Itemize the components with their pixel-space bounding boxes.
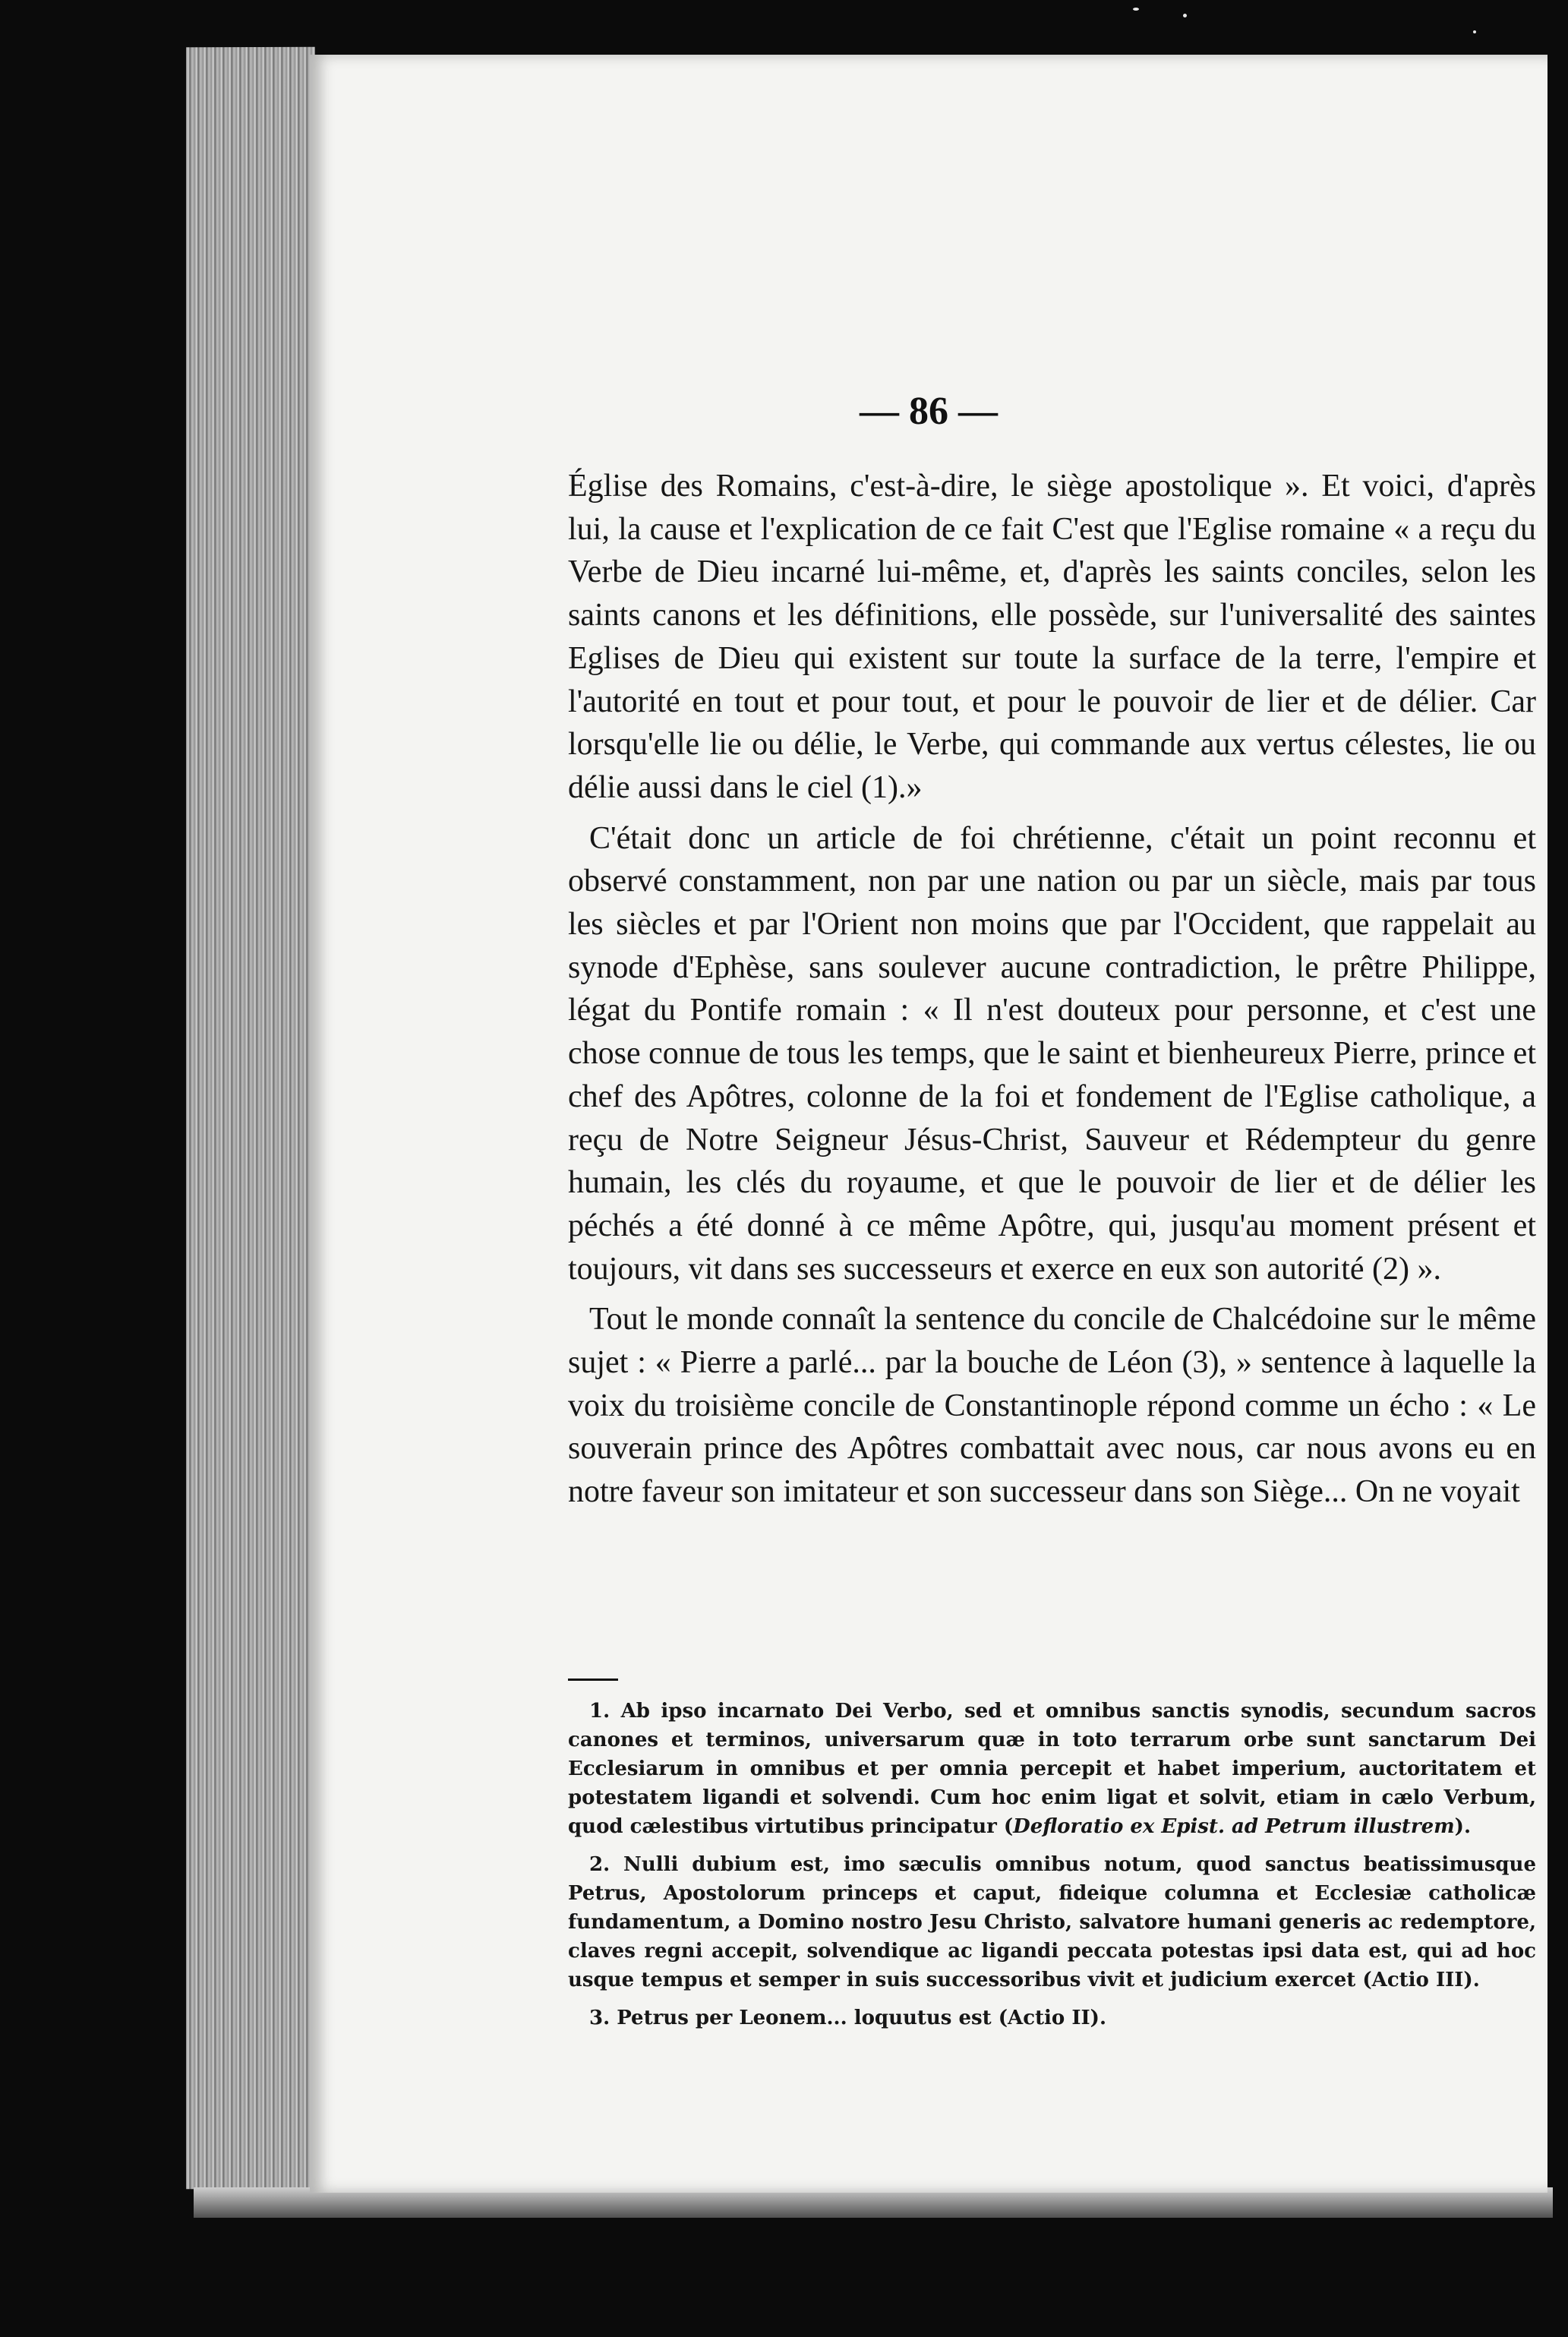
footnote-2: 2. Nulli dubium est, imo sæculis omnibus notum, quod sanctus beatissimusque Petrus, Apostolorum princeps et caput, fideique columna et Ecclesiæ catholicæ fundamentum, a Domino nostro Jesu Christo, salvatore humani generis ac redemptore, claves regni accepit, solvendique ac ligandi peccata potestas ipsi data est, qui ad hoc usque tempus et semper in suis successoribus vivit et judicium exercet (Actio III). (568, 1853, 1536, 1991)
footnote-1 (568, 1697, 1536, 1841)
page-number: — 86 — (860, 390, 998, 433)
scan-speck (1473, 30, 1476, 33)
footnote-1-source: Defloratio ex Epist. ad Petrum illustrem (1013, 1815, 1455, 1838)
footnotes (568, 1697, 1536, 2032)
scan-speck (1133, 8, 1139, 11)
footnote-rule (568, 1679, 618, 1681)
paragraph: C'était donc un article de foi chrétienne, c'était un point reconnu et observé constamment, non par une nation ou par un siècle, mais par tous les siècles et par l'Orient non moins que par l'Occident, que rappelait au synode d'Ephèse, sans soulever aucune contradiction, le prêtre Philippe, légat du Pontife romain : « Il n'est douteux pour personne, et c'est une chose connue de tous les temps, que le saint et bienheureux Pierre, prince et chef des Apôtres, colonne de la foi et fondement de l'Eglise catholique, a reçu de Notre Seigneur Jésus-Christ, Sauveur et Rédempteur du genre humain, les clés du royaume, et que le pouvoir de lier et de délier les péchés a été donné à ce même Apôtre, qui, jusqu'au moment présent et toujours, vit dans ses successeurs et exerce en eux son autorité (2) ». (568, 820, 1536, 1287)
scan-speck (1183, 14, 1187, 17)
footnote-3: 3. Petrus per Leonem... loquutus est (Actio II). (589, 2007, 1107, 2029)
footnote-1-text: 1. Ab ipso incarnato Dei Verbo, sed et omnibus sanctis synodis, secundum sacros canones et terminos, universarum quæ in toto terrarum orbe sunt sanctarum Dei Ecclesiarum in omnibus et per omnia percepit et habet imperium, auctoritatem et potestatem ligandi et solvendi. Cum hoc enim ligat et solvit, etiam in cælo Verbum, quod cælestibus virtutibus principatur ( (568, 1700, 1536, 1838)
book-page-edges (186, 47, 315, 2190)
paragraph: Église des Romains, c'est-à-dire, le siège apostolique ». Et voici, d'après lui, la cause et l'explication de ce fait C'est que l'Eglise romaine « a reçu du Verbe de Dieu incarné lui-même, et, d'après les saints conciles, selon les saints canons et les définitions, elle possède, sur l'universalité des saintes Eglises de Dieu qui existent sur toute la surface de la terre, l'empire et l'autorité en tout et pour tout, et pour le pouvoir de lier et de délier. Car lorsqu'elle lie ou délie, le Verbe, qui commande aux vertus célestes, lie ou délie aussi dans le ciel (1).» (568, 469, 1536, 805)
footnote-1-tail: ). (1454, 1815, 1471, 1838)
main-text (568, 465, 1536, 1514)
book-page (310, 55, 1547, 2193)
paragraph: Tout le monde connaît la sentence du concile de Chalcédoine sur le même sujet : « Pierre a parlé... par la bouche de Léon (3), » sentence à laquelle la voix du troisième concile de Constantinople répond comme un écho : « Le souverain prince des Apôtres combattait avec nous, car nous avons eu en notre faveur son imitateur et son successeur dans son Siège... On ne voyait (568, 1302, 1536, 1510)
